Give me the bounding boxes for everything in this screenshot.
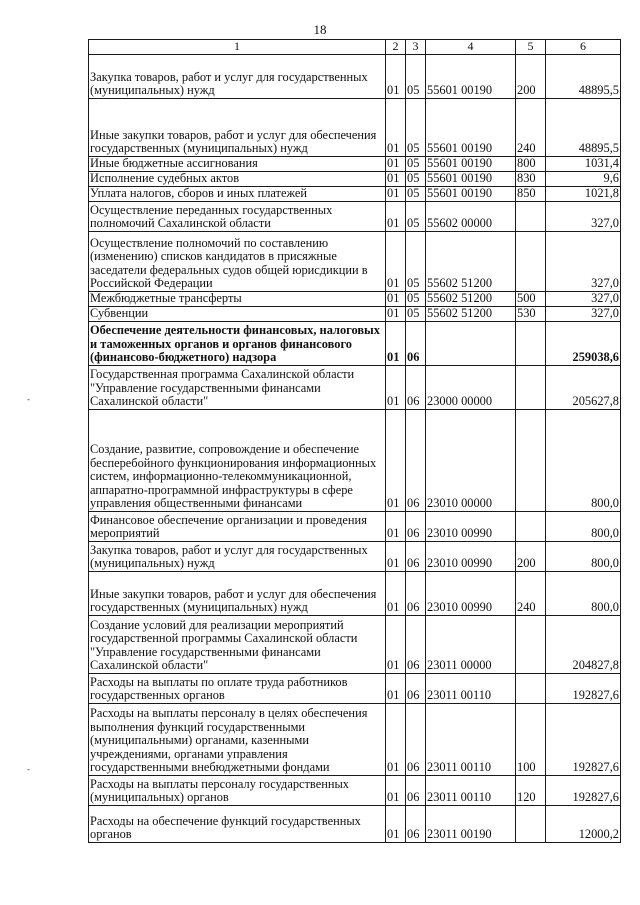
row-subsection-cell: 06 <box>406 512 426 542</box>
row-section-cell: 01 <box>386 99 406 157</box>
row-target-article-cell: 55601 00190 <box>426 55 516 99</box>
row-subsection-cell: 06 <box>406 616 426 674</box>
table-row <box>89 806 621 843</box>
header-cell: 6 <box>546 40 621 55</box>
row-target-article-cell: 23011 00190 <box>426 806 516 843</box>
table-header-row <box>89 40 621 55</box>
table-row <box>89 366 621 410</box>
header-cell: 1 <box>89 40 386 55</box>
table-row <box>89 187 621 202</box>
header-cell: 2 <box>386 40 406 55</box>
row-amount-cell: 1021,8 <box>546 187 621 202</box>
margin-mark: - <box>27 394 30 404</box>
table-row <box>89 776 621 806</box>
row-section-cell: 01 <box>386 366 406 410</box>
row-name-cell: Расходы на обеспечение функций государственных органов <box>89 806 386 843</box>
row-target-article-cell: 55602 51200 <box>426 307 516 322</box>
row-section-cell: 01 <box>386 232 406 292</box>
header-cell: 3 <box>406 40 426 55</box>
row-section-cell: 01 <box>386 616 406 674</box>
row-subsection-cell: 06 <box>406 322 426 366</box>
table-row <box>89 55 621 99</box>
row-section-cell: 01 <box>386 572 406 616</box>
row-section-cell: 01 <box>386 172 406 187</box>
row-section-cell: 01 <box>386 322 406 366</box>
row-expense-type-cell: 530 <box>516 307 546 322</box>
row-name-cell: Осуществление переданных государственных полномочий Сахалинской области <box>89 202 386 232</box>
row-section-cell: 01 <box>386 55 406 99</box>
row-subsection-cell: 05 <box>406 202 426 232</box>
row-subsection-cell: 05 <box>406 172 426 187</box>
row-amount-cell: 48895,5 <box>546 55 621 99</box>
table-row <box>89 99 621 157</box>
row-name-cell: Иные бюджетные ассигнования <box>89 157 386 172</box>
row-section-cell: 01 <box>386 157 406 172</box>
row-target-article-cell: 23010 00990 <box>426 572 516 616</box>
row-target-article-cell: 55601 00190 <box>426 172 516 187</box>
row-subsection-cell: 06 <box>406 776 426 806</box>
table-row <box>89 322 621 366</box>
header-cell: 5 <box>516 40 546 55</box>
row-subsection-cell: 05 <box>406 232 426 292</box>
row-name-cell: Расходы на выплаты персоналу государственных (муниципальных) органов <box>89 776 386 806</box>
row-expense-type-cell: 830 <box>516 172 546 187</box>
row-target-article-cell: 55602 00000 <box>426 202 516 232</box>
table-row <box>89 172 621 187</box>
row-target-article-cell: 23011 00110 <box>426 704 516 776</box>
row-name-cell: Исполнение судебных актов <box>89 172 386 187</box>
row-name-cell: Государственная программа Сахалинской области "Управление государственными финансами Сахалинской области" <box>89 366 386 410</box>
row-subsection-cell: 05 <box>406 99 426 157</box>
row-expense-type-cell <box>516 674 546 704</box>
row-subsection-cell: 05 <box>406 157 426 172</box>
row-section-cell: 01 <box>386 187 406 202</box>
row-section-cell: 01 <box>386 674 406 704</box>
row-name-cell: Расходы на выплаты по оплате труда работников государственных органов <box>89 674 386 704</box>
row-amount-cell: 800,0 <box>546 572 621 616</box>
row-target-article-cell <box>426 322 516 366</box>
row-target-article-cell: 23010 00990 <box>426 512 516 542</box>
row-name-cell: Субвенции <box>89 307 386 322</box>
row-target-article-cell: 23000 00000 <box>426 366 516 410</box>
row-name-cell: Закупка товаров, работ и услуг для государственных (муниципальных) нужд <box>89 55 386 99</box>
header-cell: 4 <box>426 40 516 55</box>
row-expense-type-cell: 800 <box>516 157 546 172</box>
row-expense-type-cell: 240 <box>516 572 546 616</box>
row-subsection-cell: 06 <box>406 572 426 616</box>
row-expense-type-cell <box>516 616 546 674</box>
row-target-article-cell: 55601 00190 <box>426 187 516 202</box>
row-amount-cell: 800,0 <box>546 512 621 542</box>
row-amount-cell: 1031,4 <box>546 157 621 172</box>
row-amount-cell: 192827,6 <box>546 674 621 704</box>
row-amount-cell: 205627,8 <box>546 366 621 410</box>
row-expense-type-cell: 850 <box>516 187 546 202</box>
row-expense-type-cell <box>516 806 546 843</box>
row-target-article-cell: 55602 51200 <box>426 232 516 292</box>
row-name-cell: Создание условий для реализации мероприятий государственной программы Сахалинской области "Управление государственными финансами Сахалинской области" <box>89 616 386 674</box>
row-name-cell: Межбюджетные трансферты <box>89 292 386 307</box>
row-section-cell: 01 <box>386 542 406 572</box>
page-number: 18 <box>313 22 327 37</box>
row-expense-type-cell: 100 <box>516 704 546 776</box>
table-row <box>89 616 621 674</box>
table-row <box>89 674 621 704</box>
row-name-cell: Закупка товаров, работ и услуг для государственных (муниципальных) нужд <box>89 542 386 572</box>
row-amount-cell: 192827,6 <box>546 776 621 806</box>
row-section-cell: 01 <box>386 776 406 806</box>
table-row <box>89 307 621 322</box>
row-subsection-cell: 06 <box>406 542 426 572</box>
row-name-cell: Иные закупки товаров, работ и услуг для обеспечения государственных (муниципальных) нужд <box>89 572 386 616</box>
row-amount-cell: 204827,8 <box>546 616 621 674</box>
table-row <box>89 512 621 542</box>
row-subsection-cell: 05 <box>406 55 426 99</box>
table-row <box>89 572 621 616</box>
row-section-cell: 01 <box>386 806 406 843</box>
row-expense-type-cell <box>516 512 546 542</box>
row-amount-cell: 800,0 <box>546 542 621 572</box>
row-amount-cell: 327,0 <box>546 307 621 322</box>
row-name-cell: Финансовое обеспечение организации и проведения мероприятий <box>89 512 386 542</box>
row-name-cell: Иные закупки товаров, работ и услуг для обеспечения государственных (муниципальных) нужд <box>89 99 386 157</box>
table-row <box>89 542 621 572</box>
row-section-cell: 01 <box>386 410 406 512</box>
row-expense-type-cell <box>516 202 546 232</box>
table-row <box>89 410 621 512</box>
row-target-article-cell: 55602 51200 <box>426 292 516 307</box>
row-expense-type-cell <box>516 410 546 512</box>
row-name-cell: Расходы на выплаты персоналу в целях обеспечения выполнения функций государственными (муниципальными) органами, казенными учреждениями, органами управления государственными внебюджетными фондами <box>89 704 386 776</box>
row-subsection-cell: 06 <box>406 410 426 512</box>
table-row <box>89 202 621 232</box>
row-section-cell: 01 <box>386 292 406 307</box>
row-target-article-cell: 23011 00000 <box>426 616 516 674</box>
row-expense-type-cell <box>516 322 546 366</box>
row-amount-cell: 327,0 <box>546 202 621 232</box>
row-amount-cell: 259038,6 <box>546 322 621 366</box>
row-target-article-cell: 55601 00190 <box>426 99 516 157</box>
row-subsection-cell: 06 <box>406 704 426 776</box>
row-expense-type-cell: 200 <box>516 542 546 572</box>
row-expense-type-cell <box>516 366 546 410</box>
row-section-cell: 01 <box>386 704 406 776</box>
row-name-cell: Обеспечение деятельности финансовых, налоговых и таможенных органов и органов финансового (финансово-бюджетного) надзора <box>89 322 386 366</box>
row-expense-type-cell: 120 <box>516 776 546 806</box>
row-target-article-cell: 23011 00110 <box>426 776 516 806</box>
row-amount-cell: 48895,5 <box>546 99 621 157</box>
table-row <box>89 292 621 307</box>
row-expense-type-cell: 500 <box>516 292 546 307</box>
table-row <box>89 704 621 776</box>
row-subsection-cell: 06 <box>406 806 426 843</box>
row-subsection-cell: 05 <box>406 187 426 202</box>
table-row <box>89 157 621 172</box>
row-expense-type-cell: 240 <box>516 99 546 157</box>
row-amount-cell: 800,0 <box>546 410 621 512</box>
row-name-cell: Осуществление полномочий по составлению (изменению) списков кандидатов в присяжные заседатели федеральных судов общей юрисдикции в Российской Федерации <box>89 232 386 292</box>
budget-table <box>88 39 621 843</box>
row-name-cell: Уплата налогов, сборов и иных платежей <box>89 187 386 202</box>
row-target-article-cell: 23010 00000 <box>426 410 516 512</box>
row-subsection-cell: 06 <box>406 366 426 410</box>
row-expense-type-cell: 200 <box>516 55 546 99</box>
row-amount-cell: 9,6 <box>546 172 621 187</box>
row-amount-cell: 12000,2 <box>546 806 621 843</box>
table-row <box>89 232 621 292</box>
row-section-cell: 01 <box>386 512 406 542</box>
row-subsection-cell: 06 <box>406 674 426 704</box>
row-target-article-cell: 55601 00190 <box>426 157 516 172</box>
row-target-article-cell: 23011 00110 <box>426 674 516 704</box>
row-section-cell: 01 <box>386 307 406 322</box>
row-expense-type-cell <box>516 232 546 292</box>
row-amount-cell: 327,0 <box>546 232 621 292</box>
row-subsection-cell: 05 <box>406 292 426 307</box>
row-section-cell: 01 <box>386 202 406 232</box>
row-amount-cell: 327,0 <box>546 292 621 307</box>
margin-mark: - <box>27 764 30 774</box>
row-name-cell: Создание, развитие, сопровождение и обеспечение бесперебойного функционирования информационных систем, информационно-телекоммуникационной, аппаратно-программной инфраструктуры в сфере управления общественными финансами <box>89 410 386 512</box>
row-subsection-cell: 05 <box>406 307 426 322</box>
row-target-article-cell: 23010 00990 <box>426 542 516 572</box>
row-amount-cell: 192827,6 <box>546 704 621 776</box>
